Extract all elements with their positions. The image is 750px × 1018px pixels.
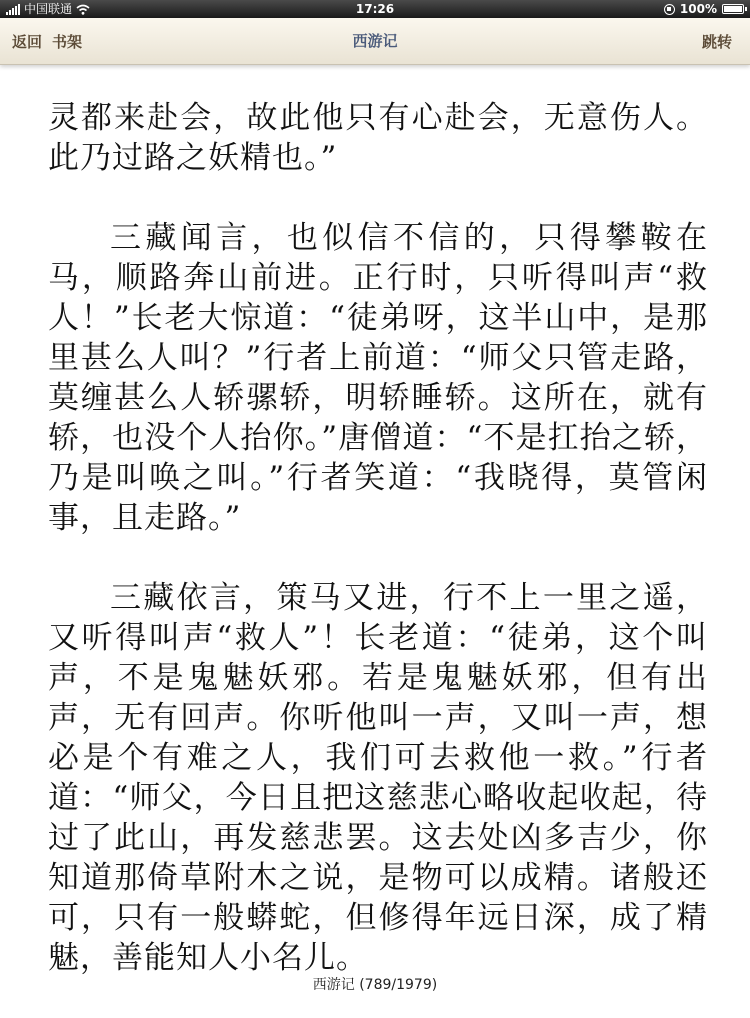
bookshelf-button[interactable]: 书架 [52,32,83,51]
book-title: 西游记 [352,32,398,50]
reader-toolbar [0,18,750,65]
page-indicator: 西游记 (789/1979) [312,977,438,993]
toolbar-left [12,18,82,64]
back-button[interactable]: 返回 [12,32,43,51]
reading-area[interactable] [48,98,708,1018]
paragraph: 三藏依言，策马又进，行不上一里之遥，又听得叫声“救人”！长老道：“徒弟，这个叫声，不是鬼魅妖邪。若是鬼魅妖邪，但有出声，无有回声。你听他叫一声，又叫一声，想必是个有难之人，我们可去救他一救。”行者道：“师父，今日且把这慈悲心略收起收起，待过了此山，再发慈悲罢。这去处凶多吉少，你知道那倚草附木之说，是物可以成精。诸般还可，只有一般蟒蛇，但修得年远日深，成了精魅，善能知人小名儿。 [48,580,708,976]
toolbar-right [702,18,732,64]
status-bar [0,0,750,18]
status-time: 17:26 [355,2,395,16]
lock-rotation-icon [664,4,675,15]
paragraph: 三藏闻言，也似信不信的，只得攀鞍在马，顺路奔山前进。正行时，只听得叫声“救人！”长老大惊道：“徒弟呀，这半山中，是那里甚么人叫？”行者上前道：“师父只管走路，莫缠甚么人轿骡轿，明轿睡轿。这所在，就有轿，也没个人抬你。”唐僧道：“不是扛抬之轿，乃是叫唤之叫。”行者笑道：“我晓得，莫管闲事，且走路。” [48,220,708,536]
jump-button[interactable]: 跳转 [701,32,732,51]
status-right [664,0,744,18]
paragraph-continued: 灵都来赴会，故此他只有心赴会，无意伤人。此乃过路之妖精也。” [48,100,708,176]
battery-fill [724,6,742,12]
carrier-name: 中国联通 [24,2,73,16]
battery-icon [722,4,744,14]
battery-percent: 100% [679,2,717,16]
